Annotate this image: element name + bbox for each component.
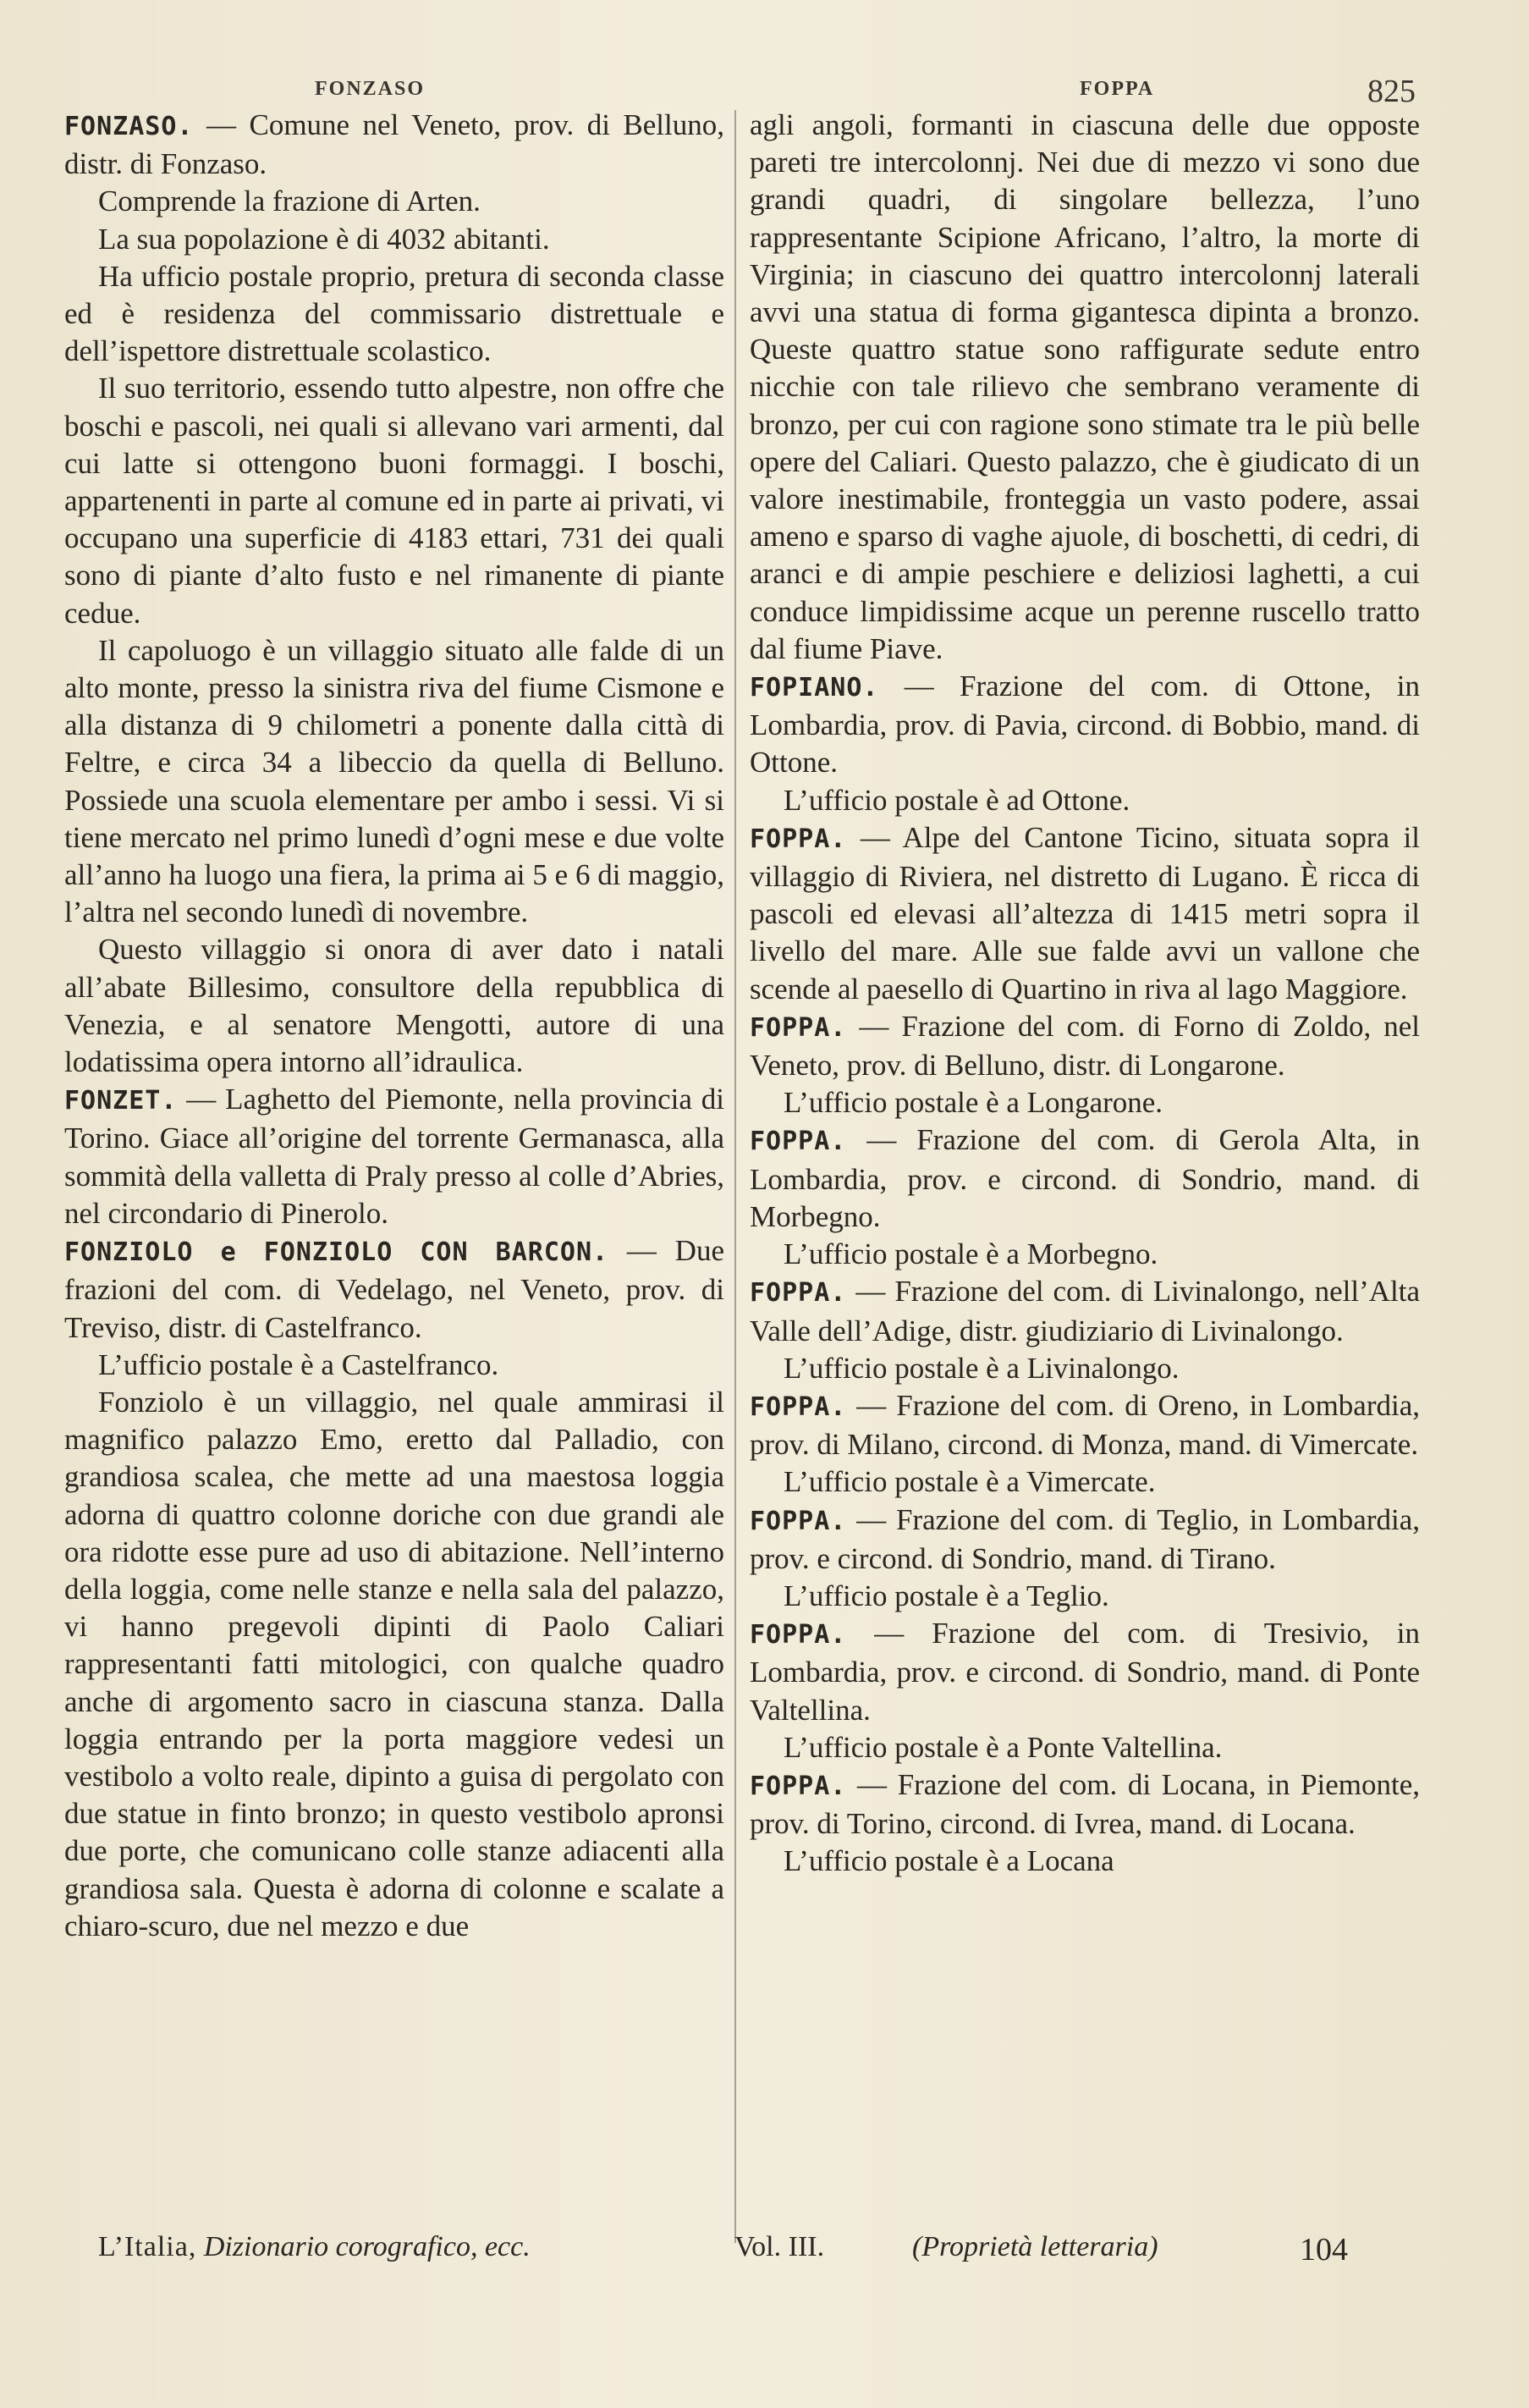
entry-headword: FONZASO. xyxy=(64,112,194,141)
dictionary-entry xyxy=(750,1387,1420,1463)
entry-text: Fonziolo è un villaggio, nel quale ammirasi il magnifico palazzo Emo, eretto dal Palladio, con grandiosa scalea, che mette ad una maestosa loggia adorna di quattro colonne doriche con due grandi ale ora ridotte esse pure ad uso di abitazione. Nell’interno della loggia, come nelle stanze e nella sala del palazzo, vi hanno pregevoli dipinti di Paolo Caliari rappresentanti fatti mitologici, con qualche quadro anche di argomento sacro in ciascuna stanza. Dalla loggia entrando per la porta maggiore vedesi un vestibolo a volto reale, dipinto a guisa di pergolato con due statue in finto bronzo; in questo vestibolo apronsi due porte, che comunicano colle stanze adiacenti alla grandiosa sala. Questa è adorna di colonne e scalate a chiaro-scuro, due nel mezzo e due xyxy=(64,1385,724,1942)
entry-paragraph xyxy=(750,1084,1420,1121)
entry-headword: FOPPA. xyxy=(750,1278,847,1309)
footer-title: Dizionario corografico, ecc. xyxy=(203,2231,531,2262)
entry-paragraph xyxy=(64,258,724,371)
entry-paragraph xyxy=(64,221,724,258)
entry-headword: FOPPA. xyxy=(750,824,847,854)
entry-text: L’ufficio postale è a Teglio. xyxy=(784,1579,1109,1612)
dictionary-entry xyxy=(750,1766,1420,1843)
entry-paragraph xyxy=(750,782,1420,819)
entry-text: Questo villaggio si onora di aver dato i natali all’abate Billesimo, consultore della repubblica di Venezia, e al senatore Mengotti, autore di una lodatissima opera intorno all’idraulica. xyxy=(64,933,724,1079)
footer-publisher: L’Italia, xyxy=(98,2231,197,2262)
entry-text: La sua popolazione è di 4032 abitanti. xyxy=(98,222,550,256)
footer-sheet-number: 104 xyxy=(1300,2232,1348,2267)
dictionary-entry xyxy=(750,668,1420,782)
entry-paragraph xyxy=(64,632,724,932)
entry-paragraph xyxy=(750,1729,1420,1766)
dictionary-entry xyxy=(64,107,724,183)
entry-headword: FOPIANO. xyxy=(750,673,879,703)
entry-text: L’ufficio postale è a Longarone. xyxy=(784,1086,1163,1120)
entry-text: — Comune nel Veneto, prov. di Belluno, distr. di Fonzaso. xyxy=(64,108,724,181)
entry-text: Il suo territorio, essendo tutto alpestre, non offre che boschi e pascoli, nei quali si allevano vari armenti, dal cui latte si ottengono buoni formaggi. I boschi, appartenenti in parte al comune ed in parte ai privati, vi occupano una superficie di 4183 ettari, 731 dei quali sono di piante d’alto fusto e nel rimanente di piante cedue. xyxy=(64,372,724,630)
entry-text: — Alpe del Cantone Ticino, situata sopra il villaggio di Riviera, nel distretto di Lugano. È ricca di pascoli ed elevasi all’altezza di 1415 metri sopra il livello del mare. Alle sue falde avvi un vallone che scende al paesello di Quartino in riva al lago Maggiore. xyxy=(750,820,1420,1006)
entry-text: — Frazione del com. di Tresivio, in Lombardia, prov. e circond. di Sondrio, mand. di Ponte Valtellina. xyxy=(750,1617,1420,1727)
running-header-right: FOPPA xyxy=(1080,78,1155,100)
dictionary-entry xyxy=(750,1008,1420,1084)
entry-paragraph xyxy=(750,1578,1420,1615)
dictionary-entry xyxy=(750,1273,1420,1349)
entry-paragraph xyxy=(750,1463,1420,1501)
entry-paragraph xyxy=(750,1843,1420,1880)
entry-paragraph xyxy=(64,931,724,1081)
entry-text: L’ufficio postale è a Castelfranco. xyxy=(98,1347,499,1381)
entry-headword: FONZET. xyxy=(64,1086,178,1116)
left-text-column xyxy=(64,107,724,1945)
entry-text: — Laghetto del Piemonte, nella provincia di Torino. Giace all’origine del torrente Germanasca, alla sommità della valletta di Praly presso al colle d’Abries, nel circondario di Pinerolo. xyxy=(64,1083,724,1230)
entry-text: — Frazione del com. di Ottone, in Lombardia, prov. di Pavia, circond. di Bobbio, mand. di Ottone. xyxy=(750,670,1420,780)
entry-headword: FONZIOLO e FONZIOLO CON BARCON. xyxy=(64,1237,609,1268)
entry-text: L’ufficio postale è a Ponte Valtellina. xyxy=(784,1730,1223,1764)
dictionary-entry xyxy=(750,1615,1420,1729)
entry-headword: FOPPA. xyxy=(750,1391,847,1422)
dictionary-entry xyxy=(64,1081,724,1232)
entry-text: L’ufficio postale è a Vimercate. xyxy=(784,1465,1156,1499)
entry-text: L’ufficio postale è a Livinalongo. xyxy=(784,1351,1180,1385)
entry-text: — Frazione del com. di Oreno, in Lombardia, prov. di Milano, circond. di Monza, mand. di Vimercate. xyxy=(750,1388,1420,1462)
entry-paragraph xyxy=(750,1236,1420,1273)
entry-paragraph xyxy=(750,1350,1420,1387)
dictionary-entry xyxy=(750,1502,1420,1578)
entry-text: — Frazione del com. di Livinalongo, nell’Alta Valle dell’Adige, distr. giudiziario di Livinalongo. xyxy=(750,1275,1420,1347)
entry-headword: FOPPA. xyxy=(750,1127,847,1157)
column-divider xyxy=(734,110,736,2243)
entry-paragraph xyxy=(64,1347,724,1384)
right-text-column xyxy=(750,107,1420,1881)
entry-text: — Due frazioni del com. di Vedelago, nel Veneto, prov. di Treviso, distr. di Castelfranco. xyxy=(64,1234,724,1344)
entry-text: — Frazione del com. di Teglio, in Lombardia, prov. e circond. di Sondrio, mand. di Tirano. xyxy=(750,1502,1420,1575)
entry-text: Il capoluogo è un villaggio situato alle falde di un alto monte, presso la sinistra riva del fiume Cismone e alla distanza di 9 chilometri a ponente dalla città di Feltre, e circa 34 a libeccio da quella di Belluno. Possiede una scuola elementare per ambo i sessi. Vi si tiene mercato nel primo lunedì d’ogni mese e due volte all’anno ha luogo una fiera, la prima ai 5 e 6 di maggio, l’altra nel secondo lunedì di novembre. xyxy=(64,633,724,929)
entry-text: L’ufficio postale è ad Ottone. xyxy=(784,783,1130,817)
footer-property: (Proprietà letteraria) xyxy=(912,2231,1158,2262)
entry-text: agli angoli, formanti in ciascuna delle due opposte pareti tre intercolonnj. Nei due di mezzo vi sono due grandi quadri, di singolare bellezza, l’uno rappresentante Scipione Africano, l’altro, la morte di Virginia; in ciascuno dei quattro intercolonnj laterali avvi una statua di forma gigantesca dipinta a bronzo. Queste quattro statue sono raffigurate sedute entro nicchie con tale rilievo che sembrano veramente di bronzo, per cui con ragione sono stimate tra le più belle opere del Caliari. Questo palazzo, che è giudicato di un valore inestimabile, fronteggia un vasto podere, assai ameno e sparso di vaghe ajuole, di boschetti, di cedri, di aranci e di ampie peschiere e deliziosi laghetti, a cui conduce limpidissime acque un perenne ruscello tratto dal fiume Piave. xyxy=(750,108,1420,665)
footer-publication xyxy=(98,2231,531,2263)
footer-volume: Vol. III. xyxy=(734,2231,825,2262)
entry-headword: FOPPA. xyxy=(750,1620,847,1650)
entry-paragraph xyxy=(64,1384,724,1945)
entry-headword: FOPPA. xyxy=(750,1012,847,1043)
entry-headword: FOPPA. xyxy=(750,1771,847,1801)
entry-paragraph xyxy=(64,370,724,631)
entry-paragraph xyxy=(64,183,724,220)
dictionary-entry xyxy=(64,1232,724,1347)
dictionary-entry xyxy=(750,819,1420,1008)
entry-headword: FOPPA. xyxy=(750,1506,847,1536)
entry-text: L’ufficio postale è a Locana xyxy=(784,1844,1114,1878)
dictionary-entry xyxy=(750,1121,1420,1236)
entry-text: L’ufficio postale è a Morbegno. xyxy=(784,1237,1158,1271)
running-header-left: FONZASO xyxy=(315,78,426,100)
entry-text: — Frazione del com. di Gerola Alta, in Lombardia, prov. e circond. di Sondrio, mand. di Morbegno. xyxy=(750,1123,1420,1233)
entry-text: — Frazione del com. di Forno di Zoldo, nel Veneto, prov. di Belluno, distr. di Longarone. xyxy=(750,1009,1420,1083)
entry-text: Comprende la frazione di Arten. xyxy=(98,185,481,218)
entry-text: — Frazione del com. di Locana, in Piemonte, prov. di Torino, circond. di Ivrea, mand. di Locana. xyxy=(750,1767,1420,1841)
entry-paragraph xyxy=(750,107,1420,668)
page-number: 825 xyxy=(1367,74,1416,109)
entry-text: Ha ufficio postale proprio, pretura di seconda classe ed è residenza del commissario distrettuale e dell’ispettore distrettuale scolastico. xyxy=(64,259,724,368)
